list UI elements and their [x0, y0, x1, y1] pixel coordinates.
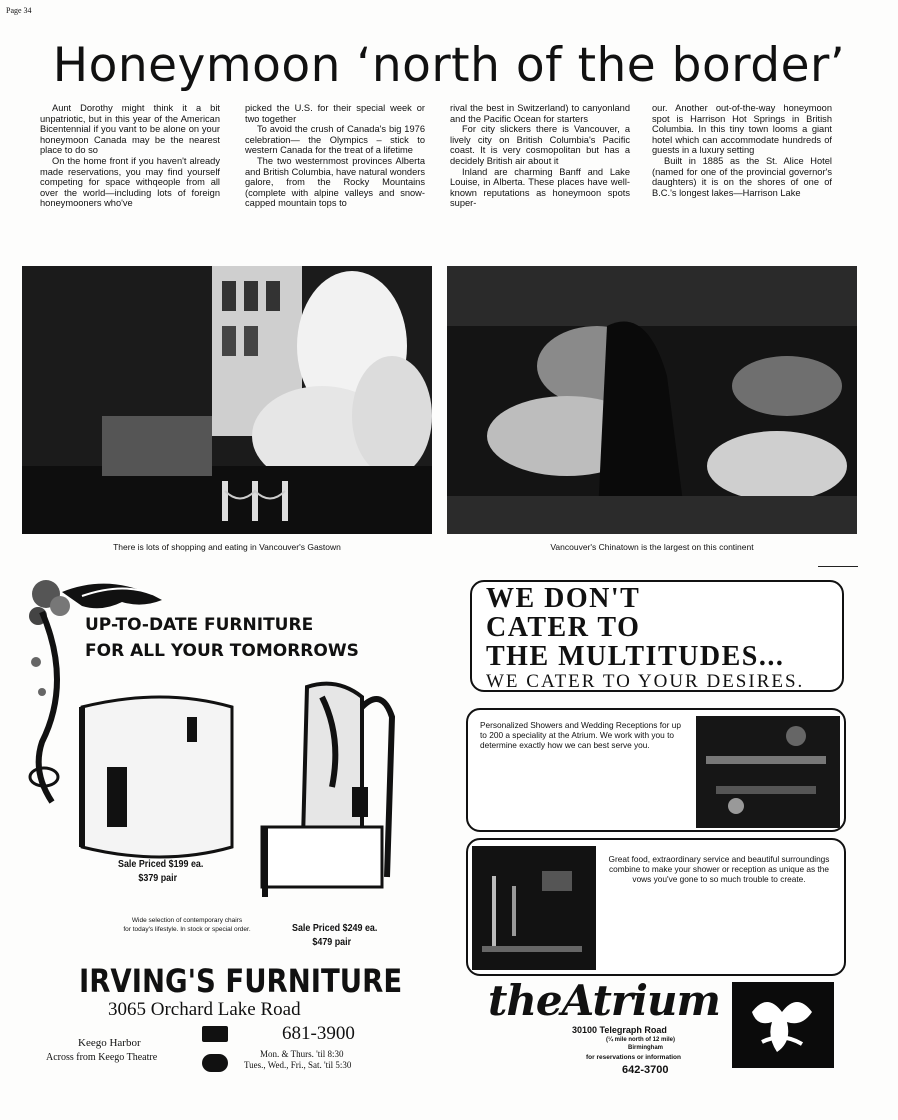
- reception-photo: [696, 716, 840, 828]
- divider: [818, 566, 858, 567]
- page-number: Page 34: [6, 6, 32, 15]
- article-column-1: [40, 103, 220, 209]
- caption-chinatown: Vancouver's Chinatown is the largest on this continent: [550, 542, 754, 552]
- article-column-2: [245, 103, 425, 209]
- banner-line-2: CATER TO: [486, 612, 641, 643]
- price-2-each: Sale Priced $249 ea.: [292, 922, 378, 934]
- caption-gastown: There is lots of shopping and eating in Vancouver's Gastown: [113, 542, 341, 552]
- store-phone: 681-3900: [282, 1023, 355, 1044]
- atrium-banner: [486, 584, 836, 693]
- paragraph: Built in 1885 as the St. Alice Hotel (named for one of the provincial governor's daughters) it is on the shores of one of B.C.'s longest lakes—Harrison Lake: [652, 155, 832, 198]
- paragraph: our. Another out-of-the-way honeymoon spot is Harrison Hot Springs in British Columbia. In this tiny town looms a giant hotel which can accommodate hundreds of guests in a luxury setting: [652, 103, 832, 156]
- furniture-blurb-line2: for today's lifestyle. In stock or special order.: [123, 926, 251, 933]
- price-tag-2: [292, 921, 411, 949]
- price-tag-1: [118, 857, 237, 885]
- credit-card-icon: [202, 1026, 228, 1042]
- atrium-showers-box: [466, 708, 846, 832]
- gastown-photo-image: [22, 266, 432, 534]
- atrium-emblem-icon: [732, 982, 834, 1068]
- paragraph: To avoid the crush of Canada's big 1976 celebration— the Olympics – stick to western Canada for the treat of a lifetime: [245, 124, 425, 156]
- furniture-ad-title-line2: FOR ALL YOUR TOMORROWS: [85, 641, 359, 661]
- price-1-each: Sale Priced $199 ea.: [118, 858, 204, 870]
- store-name: IRVING'S FURNITURE: [79, 962, 403, 1000]
- chinatown-photo: [447, 266, 857, 534]
- atrium-phone: 642-3700: [622, 1064, 669, 1076]
- paragraph: Inland are charming Banff and Lake Louise, in Alberta. These places have well-known reputations as honeymoon spots super-: [450, 166, 630, 209]
- dining-photo: [472, 846, 596, 970]
- price-1-pair: $379 pair: [138, 872, 178, 884]
- article-column-4: [652, 103, 832, 198]
- paragraph: Aunt Dorothy might think it a bit unpatriotic, but in this year of the American Bicentennial if you vant to be alone on your honeymoon Canada may be the nearest place to do so: [40, 103, 220, 156]
- furniture-ad-title-line1: UP-TO-DATE FURNITURE: [85, 615, 314, 635]
- banner-line-3: THE MULTITUDES...: [486, 641, 785, 672]
- paragraph: picked the U.S. for their special week or two together: [245, 103, 425, 124]
- furniture-blurb: [82, 916, 292, 934]
- atrium-logo-text: theAtrium: [488, 976, 720, 1025]
- chinatown-photo-image: [447, 266, 857, 534]
- headline: Honeymoon ‘north of the border’: [52, 38, 846, 93]
- banner-line-1: WE DON'T: [486, 583, 641, 614]
- atrium-address: 30100 Telegraph Road: [572, 1025, 667, 1035]
- price-2-pair: $479 pair: [312, 936, 352, 948]
- banner-line-4: WE CATER TO YOUR DESIRES.: [486, 671, 805, 692]
- paragraph: rival the best in Switzerland) to canyonland and the Pacific Ocean for starters: [450, 103, 630, 124]
- atrium-food-box: [466, 838, 846, 976]
- paragraph: For city slickers there is Vancouver, a lively city on British Columbia's Pacific coast. It is very cosmopolitan but has a decidely British air about it: [450, 124, 630, 166]
- irvings-furniture-ad: [22, 572, 442, 1092]
- furniture-ad-title: [85, 612, 425, 664]
- store-town: Keego Harbor: [78, 1037, 141, 1049]
- atrium-city: Birmingham: [628, 1045, 664, 1051]
- showers-text: Personalized Showers and Wedding Receptions for up to 200 a speciality at the Atrium. We work with you to determine exactly how we can best serve you.: [480, 720, 681, 750]
- store-landmark: Across from Keego Theatre: [46, 1052, 158, 1063]
- store-hours-2: Tues., Wed., Fri., Sat. 'til 5:30: [244, 1060, 352, 1070]
- atrium-note: (¼ mile north of 12 mile): [606, 1037, 676, 1043]
- article-column-3: [450, 103, 630, 209]
- furniture-blurb-line1: Wide selection of contemporary chairs: [131, 917, 243, 924]
- atrium-reservations: for reservations or information: [586, 1054, 681, 1061]
- paragraph: The two westernmost provinces Alberta and British Columbia, have natural wonders galore, from the Rocky Mountains (complete with alpine valleys and snow-capped mountain tops to: [245, 155, 425, 209]
- food-text: Great food, extraordinary service and beautiful surroundings combine to make your shower or reception as unique as the vows you've gone to so much trouble to create.: [608, 854, 830, 884]
- atrium-banner-box: [470, 580, 844, 692]
- mastercharge-icon: [202, 1054, 228, 1072]
- gastown-photo: [22, 266, 432, 534]
- store-address: 3065 Orchard Lake Road: [108, 999, 301, 1020]
- store-hours-1: Mon. & Thurs. 'til 8:30: [260, 1049, 344, 1059]
- paragraph: On the home front if you haven't already made reservations, you may find yourself competing for space withqeople from all over the world—including lots of foreign honeymooners who've: [40, 155, 220, 209]
